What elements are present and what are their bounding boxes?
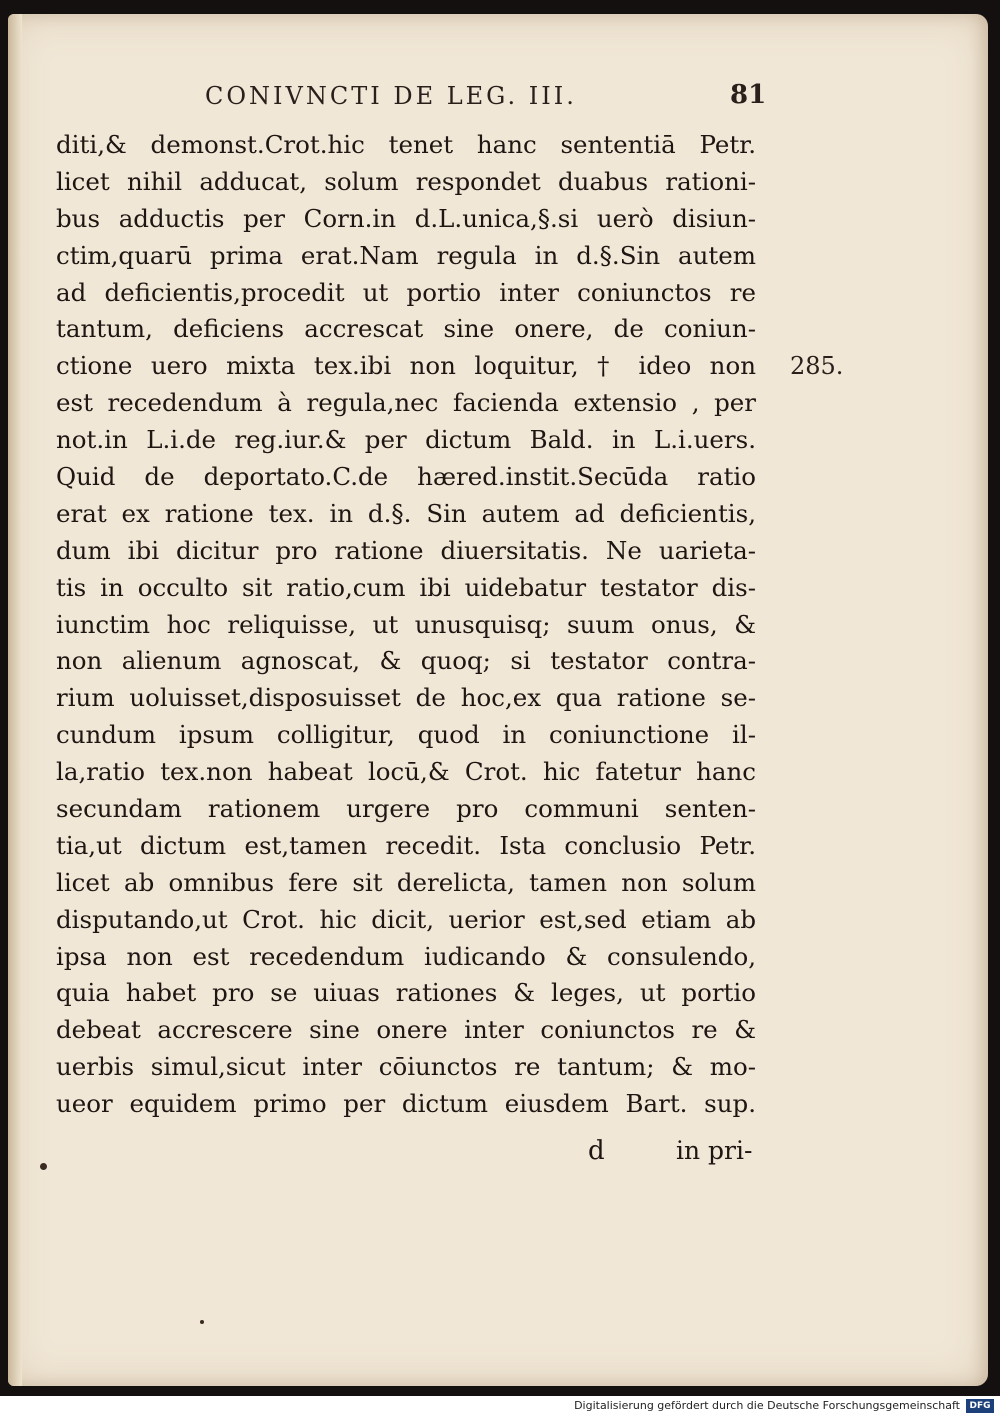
text-line: ipsa non est recedendum iudicando & consulendo,	[56, 941, 756, 971]
text-line: est recedendum à regula,nec facienda extensio , per	[56, 388, 756, 418]
text-line: secundam rationem urgere pro communi senten-	[56, 794, 756, 824]
text-line: ueor equidem primo per dictum eiusdem Bart. sup.	[56, 1089, 756, 1119]
text-line: dum ibi dicitur pro ratione diuersitatis. Ne uarieta-	[56, 535, 756, 565]
text-line: ctione uero mixta tex.ibi non loquitur, † ideo non	[56, 351, 756, 381]
footer-credit: Digitalisierung gefördert durch die Deutsche Forschungsgemeinschaft	[574, 1399, 960, 1412]
catchword: in pri-	[676, 1136, 753, 1165]
page-gutter-edge	[8, 14, 22, 1386]
text-line: diti,& demonst.Crot.hic tenet hanc sententiā Petr.	[56, 130, 756, 159]
text-line: uerbis simul,sicut inter cōiunctos re tantum; & mo-	[56, 1052, 756, 1082]
text-line: tantum, deficiens accrescat sine onere, de coniun-	[56, 314, 756, 344]
text-line: rium uoluisset,disposuisset de hoc,ex qua ratione se-	[56, 683, 756, 713]
text-line: Quid de deportato.C.de hæred.instit.Secūda ratio	[56, 462, 756, 492]
text-line: la,ratio tex.non habeat locū,& Crot. hic fatetur hanc	[56, 757, 756, 787]
text-line: iunctim hoc reliquisse, ut unusquisq; suum onus, &	[56, 609, 756, 639]
body-text	[56, 127, 756, 1123]
text-line: ad deficientis,procedit ut portio inter coniunctos re	[56, 277, 756, 307]
text-line: erat ex ratione tex. in d.§. Sin autem ad deficientis,	[56, 498, 756, 528]
dfg-logo-icon: DFG	[966, 1399, 994, 1413]
text-line: non alienum agnoscat, & quoq; si testator contra-	[56, 646, 756, 676]
text-line: ctim,quarū prima erat.Nam regula in d.§.Sin autem	[56, 240, 756, 270]
ink-speck	[40, 1163, 47, 1170]
text-line: licet nihil adducat, solum respondet duabus rationi-	[56, 166, 756, 196]
text-line: cundum ipsum colligitur, quod in coniunctione il-	[56, 720, 756, 750]
text-line: not.in L.i.de reg.iur.& per dictum Bald. in L.i.uers.	[56, 425, 756, 455]
text-line: tis in occulto sit ratio,cum ibi uidebatur testator dis-	[56, 572, 756, 602]
folio-number: 81	[730, 80, 767, 110]
text-line: tia,ut dictum est,tamen recedit. Ista conclusio Petr.	[56, 830, 756, 860]
signature-mark: d	[588, 1136, 605, 1166]
text-line: bus adductis per Corn.in d.L.unica,§.si uerò disiun-	[56, 203, 756, 233]
footer-bar	[0, 1396, 1000, 1417]
running-head: CONIVNCTI DE LEG. III.	[205, 82, 577, 110]
ink-speck	[200, 1320, 204, 1324]
text-line: quia habet pro se uiuas rationes & leges, ut portio	[56, 978, 756, 1008]
margin-note: 285.	[790, 352, 844, 380]
text-line: debeat accrescere sine onere inter coniunctos re &	[56, 1015, 756, 1045]
text-line: disputando,ut Crot. hic dicit, uerior est,sed etiam ab	[56, 904, 756, 934]
text-line: licet ab omnibus fere sit derelicta, tamen non solum	[56, 867, 756, 897]
